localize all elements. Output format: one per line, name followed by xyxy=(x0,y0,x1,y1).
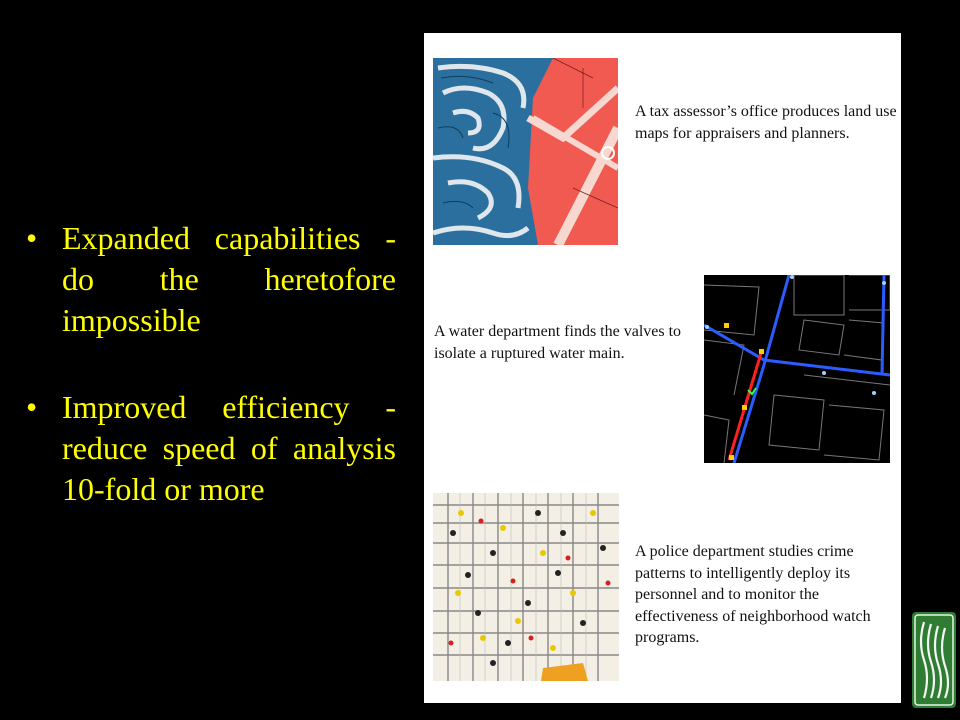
police-department-caption: A police department studies crime patterns to intelligently deploy its personnel and to monitor the effectiveness of neighborhood watch programs. xyxy=(635,543,871,646)
gis-examples-panel xyxy=(424,33,901,703)
tax-assessor-caption: A tax assessor’s office produces land use maps for appraisers and planners. xyxy=(635,103,897,142)
bullet-item xyxy=(26,218,396,341)
crime-pattern-map-image xyxy=(433,493,619,681)
bullet-dot: • xyxy=(26,220,38,256)
bullet-text: Expanded capabilities - do the heretofore impossible xyxy=(62,220,396,338)
water-department-caption: A water department finds the valves to isolate a ruptured water main. xyxy=(434,323,682,362)
bullet-text: Improved efficiency - reduce speed of analysis 10-fold or more xyxy=(62,389,396,507)
land-use-map-image xyxy=(433,58,618,245)
bullet-item xyxy=(26,387,396,510)
bullet-dot: • xyxy=(26,389,38,425)
water-valve-map-image xyxy=(704,275,890,463)
logo-icon xyxy=(912,612,956,708)
bullet-list xyxy=(26,218,396,556)
